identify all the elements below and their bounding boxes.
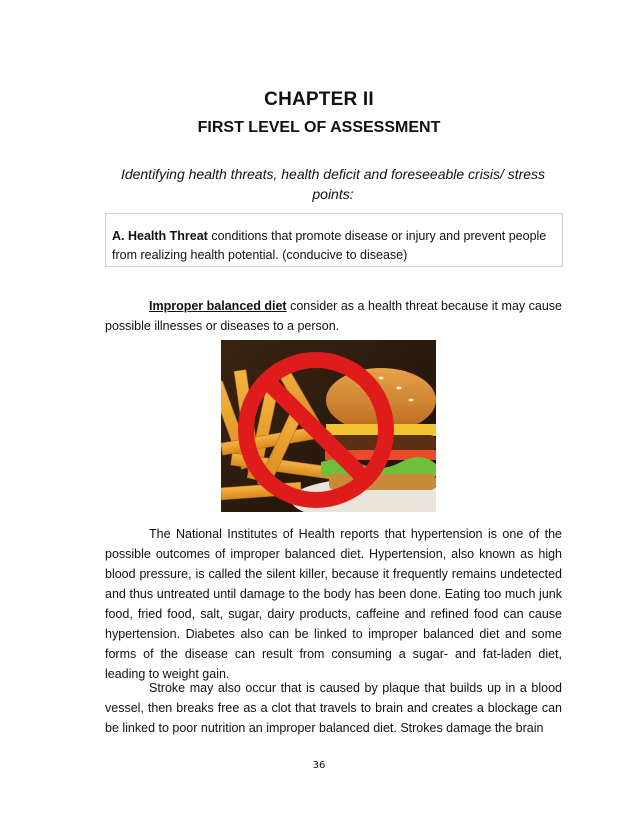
- highlight-term: Improper balanced diet: [149, 299, 287, 313]
- paragraph-hypertension: [105, 524, 562, 684]
- no-junk-food-icon: [221, 340, 436, 512]
- paragraph-text: The National Institutes of Health reports that hypertension is one of the possible outcomes of improper balanced diet. Hypertension, also known as high blood pressure, is called the silent killer, because it frequently remains undetected and thus untreated until damage to the body has been done. Eating too much junk food, fried food, salt, sugar, dairy products, caffeine and refined food can cause hypertension. Diabetes also can be linked to improper balanced diet and some forms of the disease can result from consuming a sugar- and fat-laden diet, leading to weight gain.: [105, 527, 562, 681]
- definition-box: [105, 213, 563, 267]
- paragraph-text: consider as a health threat because it may cause possible illnesses or diseases to a person.: [105, 299, 562, 333]
- definition-term: A. Health Threat: [112, 229, 208, 243]
- chapter-title: CHAPTER II: [264, 89, 374, 110]
- page-number: 36: [312, 760, 326, 771]
- no-junk-food-image: [221, 340, 436, 512]
- definition-text: conditions that promote disease or injury and prevent people from realizing health potential. (conducive to disease): [112, 229, 547, 262]
- paragraph-stroke: [105, 678, 562, 738]
- paragraph-diet-threat: [105, 296, 562, 336]
- section-subtitle: Identifying health threats, health deficit and foreseeable crisis/ stress points:: [120, 166, 546, 202]
- paragraph-text: Stroke may also occur that is caused by plaque that builds up in a blood vessel, then breaks free as a clot that travels to brain and creates a blockage can be linked to poor nutrition an improper balanced diet. Strokes damage the brain: [105, 681, 562, 735]
- section-title: FIRST LEVEL OF ASSESSMENT: [197, 119, 441, 136]
